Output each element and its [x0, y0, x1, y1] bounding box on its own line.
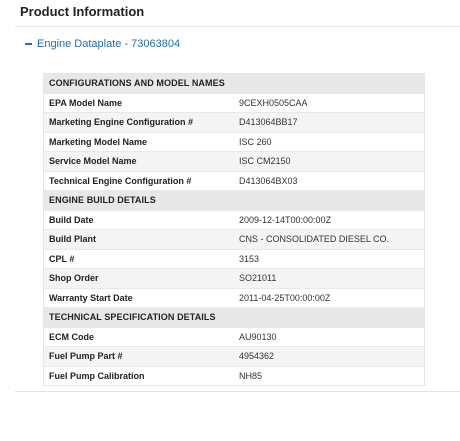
row-value: ISC 260 [234, 132, 425, 152]
row-label: CPL # [44, 249, 235, 269]
page-title: Product Information [20, 4, 145, 19]
row-label: Service Model Name [44, 152, 235, 172]
row-label: Shop Order [44, 269, 235, 289]
minus-icon [25, 43, 32, 45]
table-row [44, 230, 425, 250]
section-header: TECHNICAL SPECIFICATION DETAILS [44, 308, 425, 328]
table-row [44, 152, 425, 172]
engine-dataplate-accordion-toggle[interactable] [25, 38, 180, 50]
row-value: D413064BX03 [234, 171, 425, 191]
row-label: Marketing Model Name [44, 132, 235, 152]
table-row [44, 366, 425, 386]
row-value: 4954362 [234, 347, 425, 367]
row-label: Build Date [44, 210, 235, 230]
row-label: Build Plant [44, 230, 235, 250]
table-row [44, 327, 425, 347]
row-value: ISC CM2150 [234, 152, 425, 172]
row-label: Technical Engine Configuration # [44, 171, 235, 191]
row-value: CNS - CONSOLIDATED DIESEL CO. [234, 230, 425, 250]
section-header-row [44, 308, 425, 328]
table-row [44, 93, 425, 113]
row-label: Warranty Start Date [44, 288, 235, 308]
row-value: 2011-04-25T00:00:00Z [234, 288, 425, 308]
section-header-row [44, 191, 425, 211]
table-row [44, 113, 425, 133]
table-row [44, 288, 425, 308]
table-row [44, 249, 425, 269]
row-label: Fuel Pump Part # [44, 347, 235, 367]
accordion-label[interactable]: Engine Dataplate - 73063804 [37, 38, 181, 50]
row-value: 2009-12-14T00:00:00Z [234, 210, 425, 230]
row-label: Fuel Pump Calibration [44, 366, 235, 386]
section-header: ENGINE BUILD DETAILS [44, 191, 425, 211]
section-header-row [44, 74, 425, 94]
row-value: 9CEXH0505CAA [234, 93, 425, 113]
row-label: Marketing Engine Configuration # [44, 113, 235, 133]
table-row [44, 132, 425, 152]
row-value: SO21011 [234, 269, 425, 289]
table-row [44, 347, 425, 367]
row-value: NH85 [234, 366, 425, 386]
row-value: D413064BB17 [234, 113, 425, 133]
row-value: 3153 [234, 249, 425, 269]
engine-dataplate-table [43, 73, 425, 386]
row-label: ECM Code [44, 327, 235, 347]
row-value: AU90130 [234, 327, 425, 347]
table-row [44, 269, 425, 289]
table-row [44, 171, 425, 191]
row-label: EPA Model Name [44, 93, 235, 113]
section-header: CONFIGURATIONS AND MODEL NAMES [44, 74, 425, 94]
table-row [44, 210, 425, 230]
